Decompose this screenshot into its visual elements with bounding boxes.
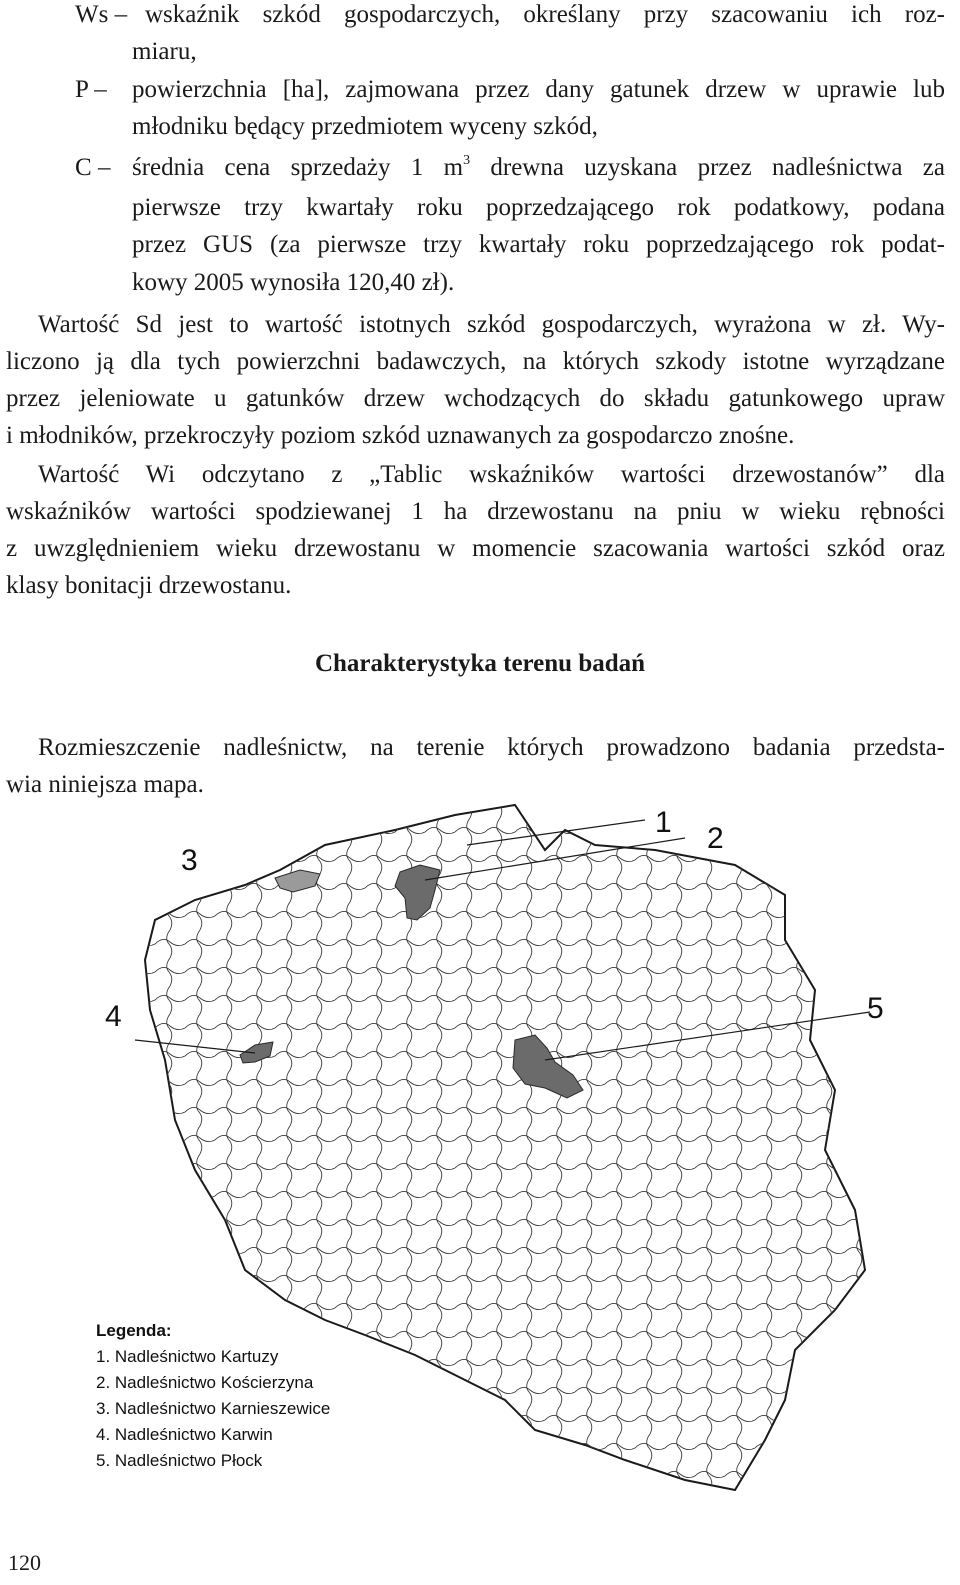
section-heading: Charakterystyka terenu badań <box>314 650 646 677</box>
def-ws-symbol: Ws – <box>75 1 128 28</box>
paragraph-1-line-4: i młodników, przekroczyły poziom szkód uznawanych za gospodarczo znośne. <box>6 422 795 449</box>
legend-item: 2. Nadleśnictwo Kościerzyna <box>96 1373 314 1392</box>
map-label-5: 5 <box>867 992 884 1025</box>
map-label-1: 1 <box>655 806 672 839</box>
paragraph-2-line-2: wskaźników wartości spodziewanej 1 ha drzewostanu na pniu w wieku rębności <box>6 498 945 525</box>
legend-title: Legenda: <box>96 1321 172 1340</box>
page-number: 120 <box>8 1550 41 1575</box>
paragraph-2-line-3: z uwzględnieniem wieku drzewostanu w momencie szacowania wartości szkód oraz <box>6 535 945 562</box>
paragraph-1-line-3: przez jeleniowate u gatunków drzew wchodzących do składu gatunkowego upraw <box>6 385 945 412</box>
def-p-line-1: powierzchnia [ha], zajmowana przez dany gatunek drzew w uprawie lub <box>132 76 945 103</box>
legend-item: 5. Nadleśnictwo Płock <box>96 1451 263 1470</box>
paragraph-3-line-2: wia niniejsza mapa. <box>6 771 204 798</box>
legend-item: 3. Nadleśnictwo Karnieszewice <box>96 1399 331 1418</box>
def-c-line-1: średnia cena sprzedaży 1 $m^3$ drewna uzyskana przez nadleśnictwa za <box>132 153 945 181</box>
legend-item: 1. Nadleśnictwo Kartuzy <box>96 1347 279 1366</box>
def-ws-line-1: wskaźnik szkód gospodarczych, określany przy szacowaniu ich roz- <box>145 1 945 28</box>
def-c-symbol: C – <box>75 154 111 181</box>
map-label-4: 4 <box>105 1000 122 1033</box>
paragraph-2-line-4: klasy bonitacji drzewostanu. <box>6 572 292 599</box>
def-p-line-2: młodniku będący przedmiotem wyceny szkód, <box>132 113 598 140</box>
paragraph-3-line-1: Rozmieszczenie nadleśnictw, na terenie których prowadzono badania przedsta- <box>38 734 945 761</box>
paragraph-1-line-1: Wartość Sd jest to wartość istotnych szkód gospodarczych, wyrażona w zł. Wy- <box>38 311 945 338</box>
def-p-symbol: P – <box>75 76 107 103</box>
map-label-3: 3 <box>181 844 198 877</box>
def-ws-line-2: miaru, <box>132 38 197 65</box>
legend-item: 4. Nadleśnictwo Karwin <box>96 1425 273 1444</box>
paragraph-1-line-2: liczono ją dla tych powierzchni badawczych, na których szkody istotne wyrządzane <box>6 348 945 375</box>
map-legend <box>96 1318 330 1474</box>
def-c-line-3: przez GUS (za pierwsze trzy kwartały roku poprzedzającego rok podat- <box>132 231 945 258</box>
map-label-2: 2 <box>707 822 724 855</box>
paragraph-2-line-1: Wartość Wi odczytano z „Tablic wskaźników wartości drzewostanów” dla <box>38 461 945 488</box>
def-c-line-2: pierwsze trzy kwartały roku poprzedzającego rok podatkowy, podana <box>132 194 945 221</box>
def-c-line-4: kowy 2005 wynosiła 120,40 zł). <box>132 269 455 296</box>
